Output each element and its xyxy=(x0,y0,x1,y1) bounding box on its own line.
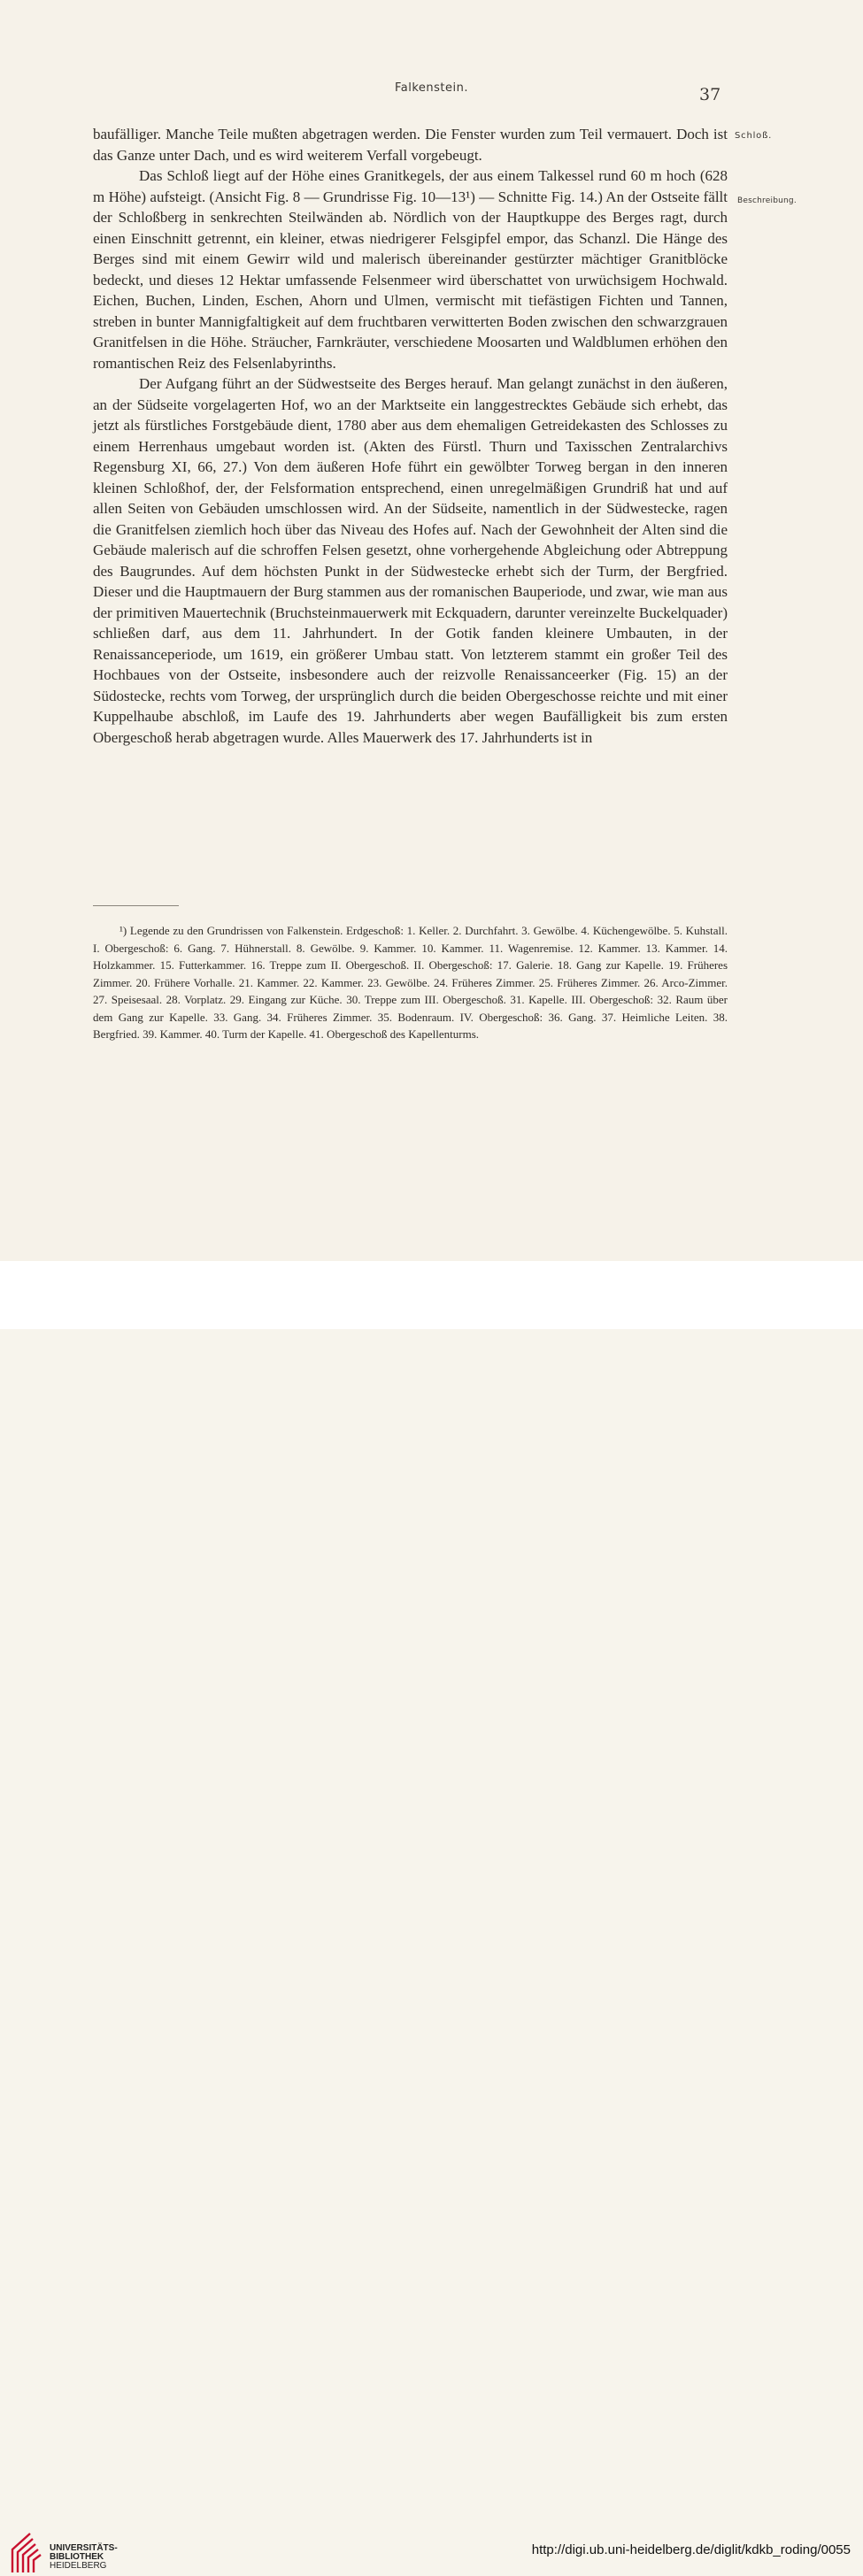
library-wordmark xyxy=(50,2544,118,2571)
footnote-divider xyxy=(93,905,179,906)
paragraph-3: Der Aufgang führt an der Südwestseite des Berges herauf. Man gelangt zunächst in den äußeren, an der Südseite vorgelagerten Hof, wo an der Marktseite ein langgestrecktes Gebäude sich erhebt, das jetzt als fürstliches Forstgebäude dient, 1780 aber aus dem ehemaligen Getreidekasten des Schlosses zu einem Herrenhaus umgebaut worden ist. (Akten des Fürstl. Thurn und Taxisschen Zentralarchivs Regensburg XI, 66, 27.) Von dem äußeren Hofe führt ein gewölbter Torweg bergan in den inneren kleinen Schloßhof, der, der Felsformation entsprechend, einen unregelmäßigen Grundriß hat und auf allen Seiten von Gebäuden umschlossen wird. An der Südseite, namentlich in der Südwestecke, ragen die Granitfelsen ziemlich hoch über das Niveau des Hofes auf. Nach der Gewohnheit der Alten sind die Gebäude malerisch auf die schroffen Felsen gesetzt, ohne vorhergehende Abgleichung oder Abtreppung des Baugrundes. Auf dem höchsten Punkt in der Südwestecke erhebt sich der Turm, der Bergfried. Dieser und die Hauptmauern der Burg stammen aus der romanischen Bauperiode, und zwar, wie man aus der primitiven Mauertechnik (Bruchsteinmauerwerk mit Eckquadern, darunter vereinzelte Buckelquader) schließen darf, aus dem 11. Jahrhundert. In der Gotik fanden kleinere Umbauten, in der Renaissanceperiode, um 1619, ein größerer Umbau statt. Von letzterem stammt ein großer Teil des Hochbaues von der Ostseite, insbesondere auch der reizvolle Renaissanceerker (Fig. 15) an der Südostecke, rechts vom Torweg, der ursprünglich durch die beiden Obergeschosse reichte und mit einer Kuppelhaube abschloß, im Laufe des 19. Jahrhunderts aber wegen Baufälligkeit bis zum ersten Obergeschoß herab abgetragen wurde. Alles Mauerwerk des 17. Jahrhunderts ist in xyxy=(93,375,728,746)
wordmark-line-1: UNIVERSITÄTS- xyxy=(50,2543,118,2553)
margin-note-beschreibung: Beschreibung. xyxy=(737,196,797,205)
paragraph-1: baufälliger. Manche Teile mußten abgetragen werden. Die Fenster wurden zum Teil vermauert. Doch ist das Ganze unter Dach, und es wird weiterem Verfall vorgebeugt. xyxy=(93,126,728,164)
footnote xyxy=(93,922,728,1043)
scanned-page xyxy=(0,0,863,1261)
university-library-logo-icon xyxy=(9,2530,48,2576)
permalink-url[interactable]: http://digi.ub.uni-heidelberg.de/diglit/kdkb_roding/0055 xyxy=(531,2542,851,2557)
paragraph-2: Das Schloß liegt auf der Höhe eines Granitkegels, der aus einem Talkessel rund 60 m hoch (628 m Höhe) aufsteigt. (Ansicht Fig. 8 — Grundrisse Fig. 10—13¹) — Schnitte Fig. 14.) An der Ostseite fällt der Schloßberg in senkrechten Steilwänden ab. Nördlich von der Hauptkuppe des Berges ragt, durch einen Einschnitt getrennt, ein kleiner, etwas niedrigerer Felsgipfel empor, das Schanzl. Die Hänge des Berges sind mit einem Gewirr wild und malerisch übereinander gestürzter mächtiger Granitblöcke bedeckt, und dieses 12 Hektar umfassende Felsenmeer wird überschattet von urwüchsigem Hochwald. Eichen, Buchen, Linden, Eschen, Ahorn und Ulmen, vermischt mit tiefästigen Fichten und Tannen, streben in bunter Mannigfaltigkeit auf dem fruchtbaren verwitterten Boden zwischen den schwarzgrauen Granitfelsen in die Höhe. Sträucher, Farnkräuter, verschiedene Moosarten und Waldblumen erhöhen den romantischen Reiz des Felsenlabyrinths. xyxy=(93,167,728,372)
margin-note-schloss: Schloß. xyxy=(735,131,773,141)
running-header: Falkenstein. xyxy=(394,81,469,95)
page-number: 37 xyxy=(699,85,721,104)
wordmark-line-3: HEIDELBERG xyxy=(50,2561,107,2571)
footnote-text: ¹) Legende zu den Grundrissen von Falkenstein. Erdgeschoß: 1. Keller. 2. Durchfahrt. 3. Gewölbe. 4. Küchengewölbe. 5. Kuhstall. I. Obergeschoß: 6. Gang. 7. Hühnerstall. 8. Gewölbe. 9. Kammer. 10. Kammer. 11. Wagenremise. 12. Kammer. 13. Kammer. 14. Holzkammer. 15. Futterkammer. 16. Treppe zum II. Obergeschoß. II. Obergeschoß: 17. Galerie. 18. Gang zur Kapelle. 19. Früheres Zimmer. 20. Frühere Vorhalle. 21. Kammer. 22. Kammer. 23. Gewölbe. 24. Früheres Zimmer. 25. Früheres Zimmer. 26. Arco-Zimmer. 27. Speisesaal. 28. Vorplatz. 29. Eingang zur Küche. 30. Treppe zum III. Obergeschoß. 31. Kapelle. III. Obergeschoß: 32. Raum über dem Gang zur Kapelle. 33. Gang. 34. Früheres Zimmer. 35. Bodenraum. IV. Obergeschoß: 36. Gang. 37. Heimliche Leiten. 38. Bergfried. 39. Kammer. 40. Turm der Kapelle. 41. Obergeschoß des Kapellenturms. xyxy=(93,924,728,1041)
body-text xyxy=(93,124,728,748)
wordmark-line-2: BIBLIOTHEK xyxy=(50,2552,104,2562)
viewer-footer xyxy=(0,1261,863,2571)
